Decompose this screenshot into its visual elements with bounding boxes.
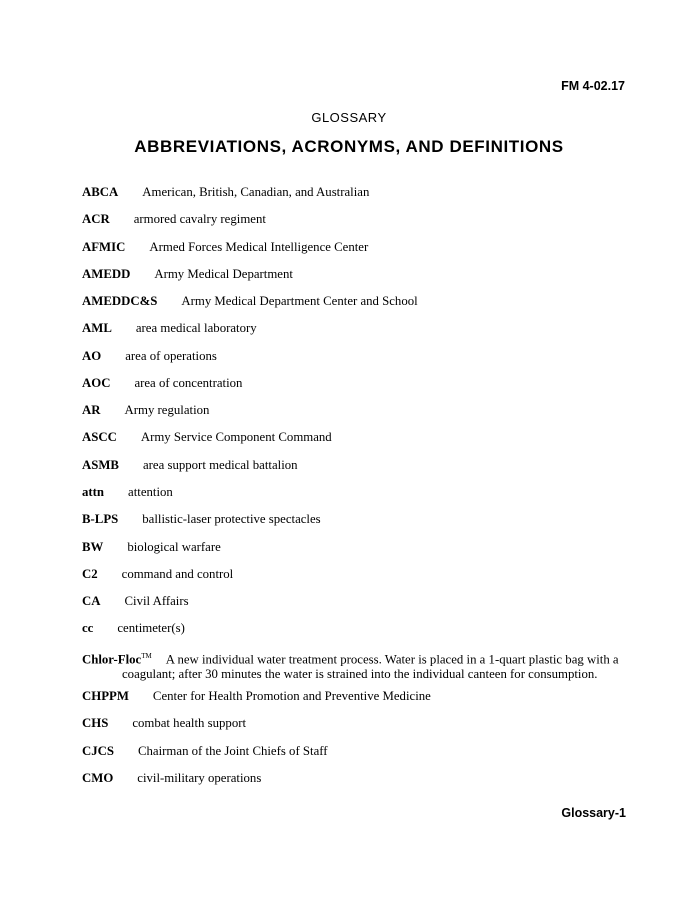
glossary-entry	[82, 594, 630, 609]
entry-definition: American, British, Canadian, and Australian	[142, 185, 370, 199]
entry-definition: armored cavalry regiment	[133, 212, 266, 226]
trademark-mark: TM	[141, 652, 152, 660]
entry-definition: Civil Affairs	[124, 594, 189, 608]
glossary-entry	[82, 212, 630, 227]
glossary-heading: GLOSSARY	[311, 110, 387, 125]
entry-definition: area of operations	[125, 349, 217, 363]
entry-term: BW	[82, 540, 104, 554]
glossary-entry	[82, 349, 630, 364]
glossary-entry	[82, 430, 630, 445]
glossary-entry	[82, 485, 630, 500]
entry-definition: Army Service Component Command	[140, 430, 332, 444]
entry-term: B-LPS	[82, 512, 119, 526]
entry-term: CHS	[82, 716, 109, 730]
entry-term: CJCS	[82, 744, 114, 758]
entry-term: CHPPM	[82, 689, 129, 703]
glossary-entry	[82, 512, 630, 527]
entry-definition: civil-military operations	[137, 771, 262, 785]
glossary-entry	[82, 458, 630, 473]
glossary-entry	[82, 771, 630, 786]
entry-term: ABCA	[82, 185, 119, 199]
entry-definition: combat health support	[132, 716, 247, 730]
entry-term: AR	[82, 403, 101, 417]
glossary-entry	[82, 376, 630, 391]
entry-term: AFMIC	[82, 240, 126, 254]
entry-term: Chlor-Floc	[82, 652, 142, 667]
entry-definition: attention	[128, 485, 173, 499]
entry-term: CA	[82, 594, 101, 608]
glossary-entry	[82, 689, 630, 704]
entry-definition: area support medical battalion	[142, 458, 298, 472]
entry-definition: ballistic-laser protective spectacles	[142, 512, 321, 526]
entry-definition: Armed Forces Medical Intelligence Center	[149, 240, 369, 254]
entry-term: ASCC	[82, 430, 117, 444]
entry-definition: Army regulation	[124, 403, 210, 417]
glossary-entry	[82, 540, 630, 555]
entry-definition-continued: coagulant; after 30 minutes the water is strained into the individual canteen for consumption.	[122, 667, 598, 682]
entry-term: cc	[82, 621, 94, 635]
entry-term: AML	[82, 321, 112, 335]
glossary-entry	[82, 621, 630, 636]
glossary-entry	[82, 567, 630, 582]
entry-definition: Chairman of the Joint Chiefs of Staff	[138, 744, 328, 758]
glossary-entry	[82, 267, 630, 282]
entry-definition: Army Medical Department Center and School	[181, 294, 418, 308]
glossary-entry	[82, 649, 630, 682]
entry-definition: area medical laboratory	[135, 321, 257, 335]
glossary-entry	[82, 403, 630, 418]
entry-term: AOC	[82, 376, 111, 390]
entry-definition: Center for Health Promotion and Preventive Medicine	[152, 689, 431, 703]
page-title: ABBREVIATIONS, ACRONYMS, AND DEFINITIONS	[134, 137, 564, 156]
entry-term: AO	[82, 349, 102, 363]
glossary-entry	[82, 294, 630, 309]
entry-definition: biological warfare	[127, 540, 221, 554]
glossary-entry	[82, 716, 630, 731]
page-number: Glossary-1	[561, 806, 626, 820]
entry-term: ACR	[82, 212, 110, 226]
entry-term: attn	[82, 485, 105, 499]
entry-definition: command and control	[121, 567, 234, 581]
entry-term: AMEDD	[82, 267, 131, 281]
glossary-entry	[82, 240, 630, 255]
glossary-entry	[82, 744, 630, 759]
entry-term: CMO	[82, 771, 114, 785]
document-number: FM 4-02.17	[561, 79, 625, 93]
entry-term: ASMB	[82, 458, 119, 472]
entry-term: C2	[82, 567, 98, 581]
entry-definition: A new individual water treatment process. Water is placed in a 1-quart plastic bag with a	[165, 652, 619, 667]
entry-definition: Army Medical Department	[154, 267, 293, 281]
entry-definition: area of concentration	[134, 376, 243, 390]
glossary-entry	[82, 321, 630, 336]
entry-term: AMEDDC&S	[82, 294, 158, 308]
entry-definition: centimeter(s)	[117, 621, 185, 635]
glossary-entry	[82, 185, 630, 200]
